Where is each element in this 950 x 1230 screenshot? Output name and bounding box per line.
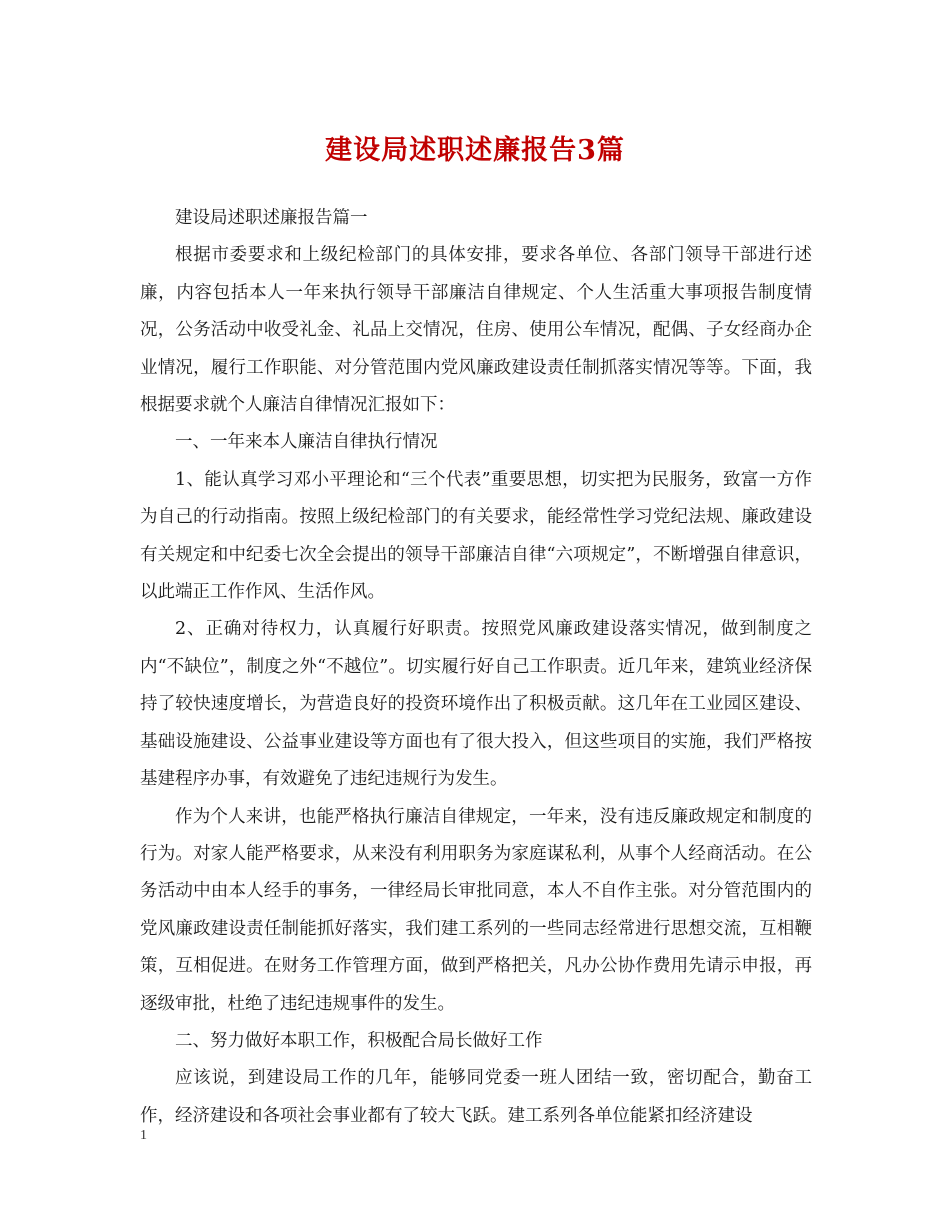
document-title: 建设局述职述廉报告3篇 — [325, 135, 625, 166]
page-number: 1 — [140, 1128, 147, 1143]
paragraph: 1、能认真学习邓小平理论和“三个代表”重要思想，切实把为民服务，致富一方作为自己的行动指南。按照上级纪检部门的有关要求，能经常性学习党纪法规、廉政建设有关规定和中纪委七次全会提出的领导干部廉洁自律“六项规定”，不断增强自律意识，以此端正工作作风、生活作风。 — [140, 469, 812, 603]
section-heading: 二、努力做好本职工作，积极配合局长做好工作 — [175, 1030, 543, 1051]
paragraph: 2、正确对待权力，认真履行好职责。按照党风廉政建设落实情况，做到制度之内“不缺位”，制度之外“不越位”。切实履行好自己工作职责。近几年来，建筑业经济保持了较快速度增长，为营造良好的投资环境作出了积极贡献。这几年在工业园区建设、基础设施建设、公益事业建设等方面也有了很大投入，但这些项目的实施，我们严格按基建程序办事，有效避免了违纪违规行为发生。 — [140, 619, 812, 790]
document-body — [140, 200, 812, 1135]
section-heading: 一、一年来本人廉洁自律执行情况 — [175, 432, 438, 453]
paragraph: 作为个人来讲，也能严格执行廉洁自律规定，一年来，没有违反廉政规定和制度的行为。对家人能严格要求，从来没有利用职务为家庭谋私利，从事个人经商活动。在公务活动中由本人经手的事务，一律经局长审批同意，本人不自作主张。对分管范围内的党风廉政建设责任制能抓好落实，我们建工系列的一些同志经常进行思想交流，互相鞭策，互相促进。在财务工作管理方面，做到严格把关，凡办公协作费用先请示申报，再逐级审批，杜绝了违纪违规事件的发生。 — [140, 806, 812, 1014]
section-heading: 建设局述职述廉报告篇一 — [175, 208, 368, 228]
paragraph: 根据市委要求和上级纪检部门的具体安排，要求各单位、各部门领导干部进行述廉，内容包括本人一年来执行领导干部廉洁自律规定、个人生活重大事项报告制度情况，公务活动中收受礼金、礼品上交情况，住房、使用公车情况，配偶、子女经商办企业情况，履行工作职能、对分管范围内党风廉政建设责任制抓落实情况等等。下面，我根据要求就个人廉洁自律情况汇报如下： — [140, 245, 812, 416]
paragraph: 应该说，到建设局工作的几年，能够同党委一班人团结一致，密切配合，勤奋工作，经济建设和各项社会事业都有了较大飞跃。建工系列各单位能紧扣经济建设 — [140, 1068, 812, 1126]
